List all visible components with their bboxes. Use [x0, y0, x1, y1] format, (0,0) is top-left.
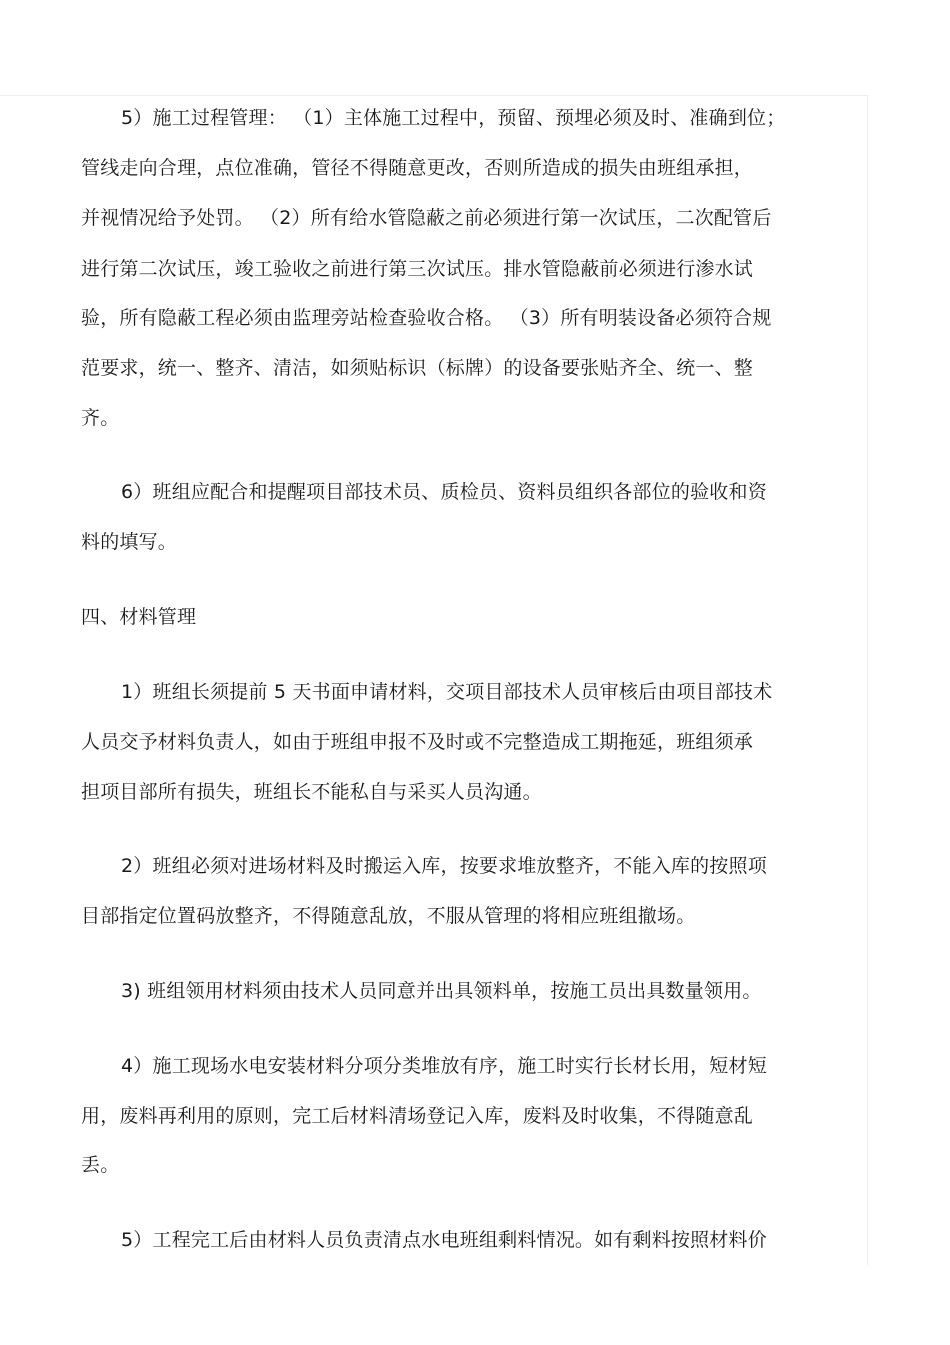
text-line: 目部指定位置码放整齐，不得随意乱放，不服从管理的将相应班组撤场。: [81, 905, 696, 927]
text-line: 进行第二次试压，竣工验收之前进行第三次试压。排水管隐蔽前必须进行渗水试: [81, 258, 754, 280]
text-line: 1）班组长须提前 5 天书面申请材料，交项目部技术人员审核后由项目部技术: [121, 681, 773, 703]
text-line: 管线走向合理，点位准确，管径不得随意更改，否则所造成的损失由班组承担，: [81, 157, 754, 179]
text-line: 用，废料再利用的原则，完工后材料清场登记入库，废料及时收集，不得随意乱: [81, 1105, 754, 1127]
text-line: 2）班组必须对进场材料及时搬运入库，按要求堆放整齐，不能入库的按照项: [121, 855, 767, 877]
text-line: 齐。: [81, 407, 120, 429]
text-line: 范要求，统一、整齐、清洁，如须贴标识（标牌）的设备要张贴齐全、统一、整: [81, 357, 754, 379]
text-line: 5）施工过程管理： （1）主体施工过程中，预留、预埋必须及时、准确到位；: [121, 107, 786, 129]
text-line: 3) 班组领用材料须由技术人员同意并出具领料单，按施工员出具数量领用。: [121, 980, 762, 1002]
text-line: 担项目部所有损失，班组长不能私自与采买人员沟通。: [81, 781, 542, 803]
text-line: 4）施工现场水电安装材料分项分类堆放有序，施工时实行长材长用，短材短: [121, 1055, 767, 1077]
text-line: 验，所有隐蔽工程必须由监理旁站检查验收合格。 （3）所有明装设备必须符合规: [81, 307, 772, 329]
text-line: 四、材料管理: [81, 606, 197, 628]
text-line: 5）工程完工后由材料人员负责清点水电班组剩料情况。如有剩料按照材料价: [121, 1229, 767, 1251]
text-line: 6）班组应配合和提醒项目部技术员、质检员、资料员组织各部位的验收和资: [121, 481, 767, 503]
text-line: 并视情况给予处罚。 （2）所有给水管隐蔽之前必须进行第一次试压，二次配管后: [81, 207, 772, 229]
text-line: 人员交予材料负责人，如由于班组申报不及时或不完整造成工期拖延，班组须承: [81, 731, 754, 753]
text-line: 丢。: [81, 1154, 120, 1176]
text-line: 料的填写。: [81, 531, 178, 553]
